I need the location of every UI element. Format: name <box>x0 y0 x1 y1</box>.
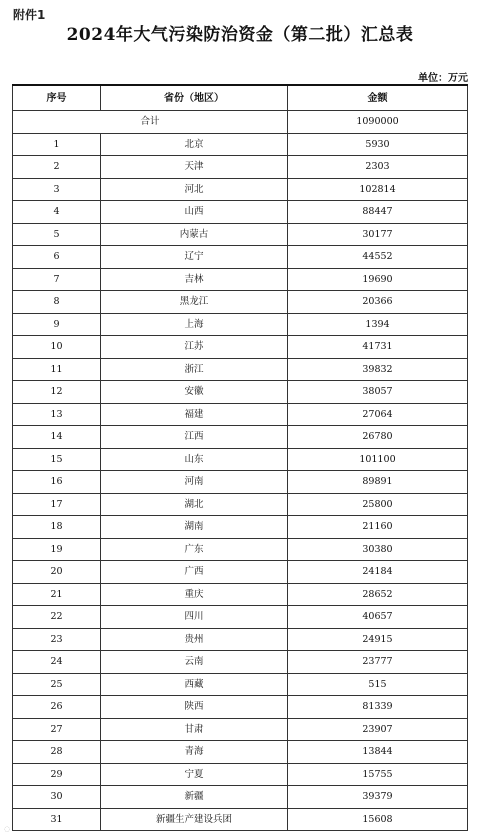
row-seq: 28 <box>13 741 101 764</box>
row-region: 辽宁 <box>101 246 288 269</box>
row-region: 湖北 <box>101 493 288 516</box>
row-amount: 1394 <box>288 313 468 336</box>
row-amount: 28652 <box>288 583 468 606</box>
row-region: 广西 <box>101 561 288 584</box>
table-header <box>13 85 468 111</box>
row-region: 福建 <box>101 403 288 426</box>
row-amount: 20366 <box>288 291 468 314</box>
table-row <box>13 651 468 674</box>
table-row <box>13 786 468 809</box>
table-row <box>13 268 468 291</box>
row-amount: 24184 <box>288 561 468 584</box>
row-amount: 5930 <box>288 133 468 156</box>
row-seq: 23 <box>13 628 101 651</box>
table-row <box>13 628 468 651</box>
row-seq: 4 <box>13 201 101 224</box>
header-amount: 金额 <box>288 85 468 111</box>
row-amount: 88447 <box>288 201 468 224</box>
table-row <box>13 223 468 246</box>
row-region: 内蒙古 <box>101 223 288 246</box>
row-amount: 30177 <box>288 223 468 246</box>
row-amount: 38057 <box>288 381 468 404</box>
table-row <box>13 741 468 764</box>
row-amount: 15608 <box>288 808 468 831</box>
row-seq: 16 <box>13 471 101 494</box>
row-amount: 101100 <box>288 448 468 471</box>
row-seq: 6 <box>13 246 101 269</box>
row-region: 新疆 <box>101 786 288 809</box>
table-row <box>13 313 468 336</box>
table-row <box>13 246 468 269</box>
row-region: 黑龙江 <box>101 291 288 314</box>
row-region: 青海 <box>101 741 288 764</box>
row-region: 上海 <box>101 313 288 336</box>
row-seq: 11 <box>13 358 101 381</box>
attachment-label: 附件1 <box>13 8 46 22</box>
row-amount: 102814 <box>288 178 468 201</box>
row-seq: 27 <box>13 718 101 741</box>
table-row <box>13 471 468 494</box>
row-region: 江苏 <box>101 336 288 359</box>
row-region: 吉林 <box>101 268 288 291</box>
row-seq: 21 <box>13 583 101 606</box>
total-row <box>13 111 468 134</box>
row-seq: 25 <box>13 673 101 696</box>
table-row <box>13 516 468 539</box>
row-region: 山东 <box>101 448 288 471</box>
table-row <box>13 133 468 156</box>
table-row <box>13 201 468 224</box>
row-seq: 10 <box>13 336 101 359</box>
row-seq: 29 <box>13 763 101 786</box>
funding-summary-table <box>12 84 468 831</box>
row-amount: 24915 <box>288 628 468 651</box>
table-row <box>13 381 468 404</box>
table-row <box>13 336 468 359</box>
row-region: 云南 <box>101 651 288 674</box>
unit-label: 单位：万元 <box>418 73 468 84</box>
row-seq: 22 <box>13 606 101 629</box>
row-amount: 27064 <box>288 403 468 426</box>
row-seq: 19 <box>13 538 101 561</box>
table-row <box>13 403 468 426</box>
row-region: 江西 <box>101 426 288 449</box>
row-amount: 13844 <box>288 741 468 764</box>
row-seq: 8 <box>13 291 101 314</box>
watermark-logo: ◌ <box>4 825 11 833</box>
table-row <box>13 561 468 584</box>
table-row <box>13 538 468 561</box>
row-seq: 2 <box>13 156 101 179</box>
row-amount: 26780 <box>288 426 468 449</box>
row-amount: 30380 <box>288 538 468 561</box>
row-amount: 2303 <box>288 156 468 179</box>
row-amount: 81339 <box>288 696 468 719</box>
row-region: 浙江 <box>101 358 288 381</box>
table-body <box>13 111 468 831</box>
row-amount: 89891 <box>288 471 468 494</box>
row-seq: 7 <box>13 268 101 291</box>
table-row <box>13 156 468 179</box>
row-seq: 1 <box>13 133 101 156</box>
row-amount: 39379 <box>288 786 468 809</box>
row-region: 山西 <box>101 201 288 224</box>
row-seq: 12 <box>13 381 101 404</box>
row-seq: 14 <box>13 426 101 449</box>
row-seq: 5 <box>13 223 101 246</box>
table-row <box>13 358 468 381</box>
table-row <box>13 606 468 629</box>
row-region: 河南 <box>101 471 288 494</box>
row-region: 新疆生产建设兵团 <box>101 808 288 831</box>
page-title: 2024年大气污染防治资金（第二批）汇总表 <box>66 25 414 45</box>
row-region: 四川 <box>101 606 288 629</box>
row-seq: 30 <box>13 786 101 809</box>
table-row <box>13 696 468 719</box>
table-row <box>13 291 468 314</box>
row-region: 陕西 <box>101 696 288 719</box>
row-seq: 15 <box>13 448 101 471</box>
header-seq: 序号 <box>13 85 101 111</box>
row-amount: 41731 <box>288 336 468 359</box>
row-amount: 39832 <box>288 358 468 381</box>
row-amount: 40657 <box>288 606 468 629</box>
table-row <box>13 493 468 516</box>
row-amount: 15755 <box>288 763 468 786</box>
row-region: 宁夏 <box>101 763 288 786</box>
header-region: 省份（地区） <box>101 85 288 111</box>
row-seq: 18 <box>13 516 101 539</box>
table-row <box>13 763 468 786</box>
row-region: 河北 <box>101 178 288 201</box>
row-amount: 23907 <box>288 718 468 741</box>
row-region: 贵州 <box>101 628 288 651</box>
table-row <box>13 718 468 741</box>
table-row <box>13 673 468 696</box>
table-row <box>13 448 468 471</box>
row-amount: 44552 <box>288 246 468 269</box>
table-row <box>13 178 468 201</box>
row-amount: 25800 <box>288 493 468 516</box>
row-seq: 31 <box>13 808 101 831</box>
row-region: 湖南 <box>101 516 288 539</box>
row-seq: 9 <box>13 313 101 336</box>
row-amount: 19690 <box>288 268 468 291</box>
row-region: 安徽 <box>101 381 288 404</box>
row-region: 广东 <box>101 538 288 561</box>
total-label: 合计 <box>13 111 288 134</box>
row-seq: 26 <box>13 696 101 719</box>
row-seq: 24 <box>13 651 101 674</box>
row-seq: 17 <box>13 493 101 516</box>
row-region: 北京 <box>101 133 288 156</box>
row-region: 天津 <box>101 156 288 179</box>
row-seq: 20 <box>13 561 101 584</box>
row-seq: 13 <box>13 403 101 426</box>
row-amount: 23777 <box>288 651 468 674</box>
table-row <box>13 808 468 831</box>
row-region: 西藏 <box>101 673 288 696</box>
table-row <box>13 426 468 449</box>
row-seq: 3 <box>13 178 101 201</box>
row-region: 重庆 <box>101 583 288 606</box>
row-amount: 21160 <box>288 516 468 539</box>
row-region: 甘肃 <box>101 718 288 741</box>
row-amount: 515 <box>288 673 468 696</box>
table-row <box>13 583 468 606</box>
total-value: 1090000 <box>288 111 468 134</box>
